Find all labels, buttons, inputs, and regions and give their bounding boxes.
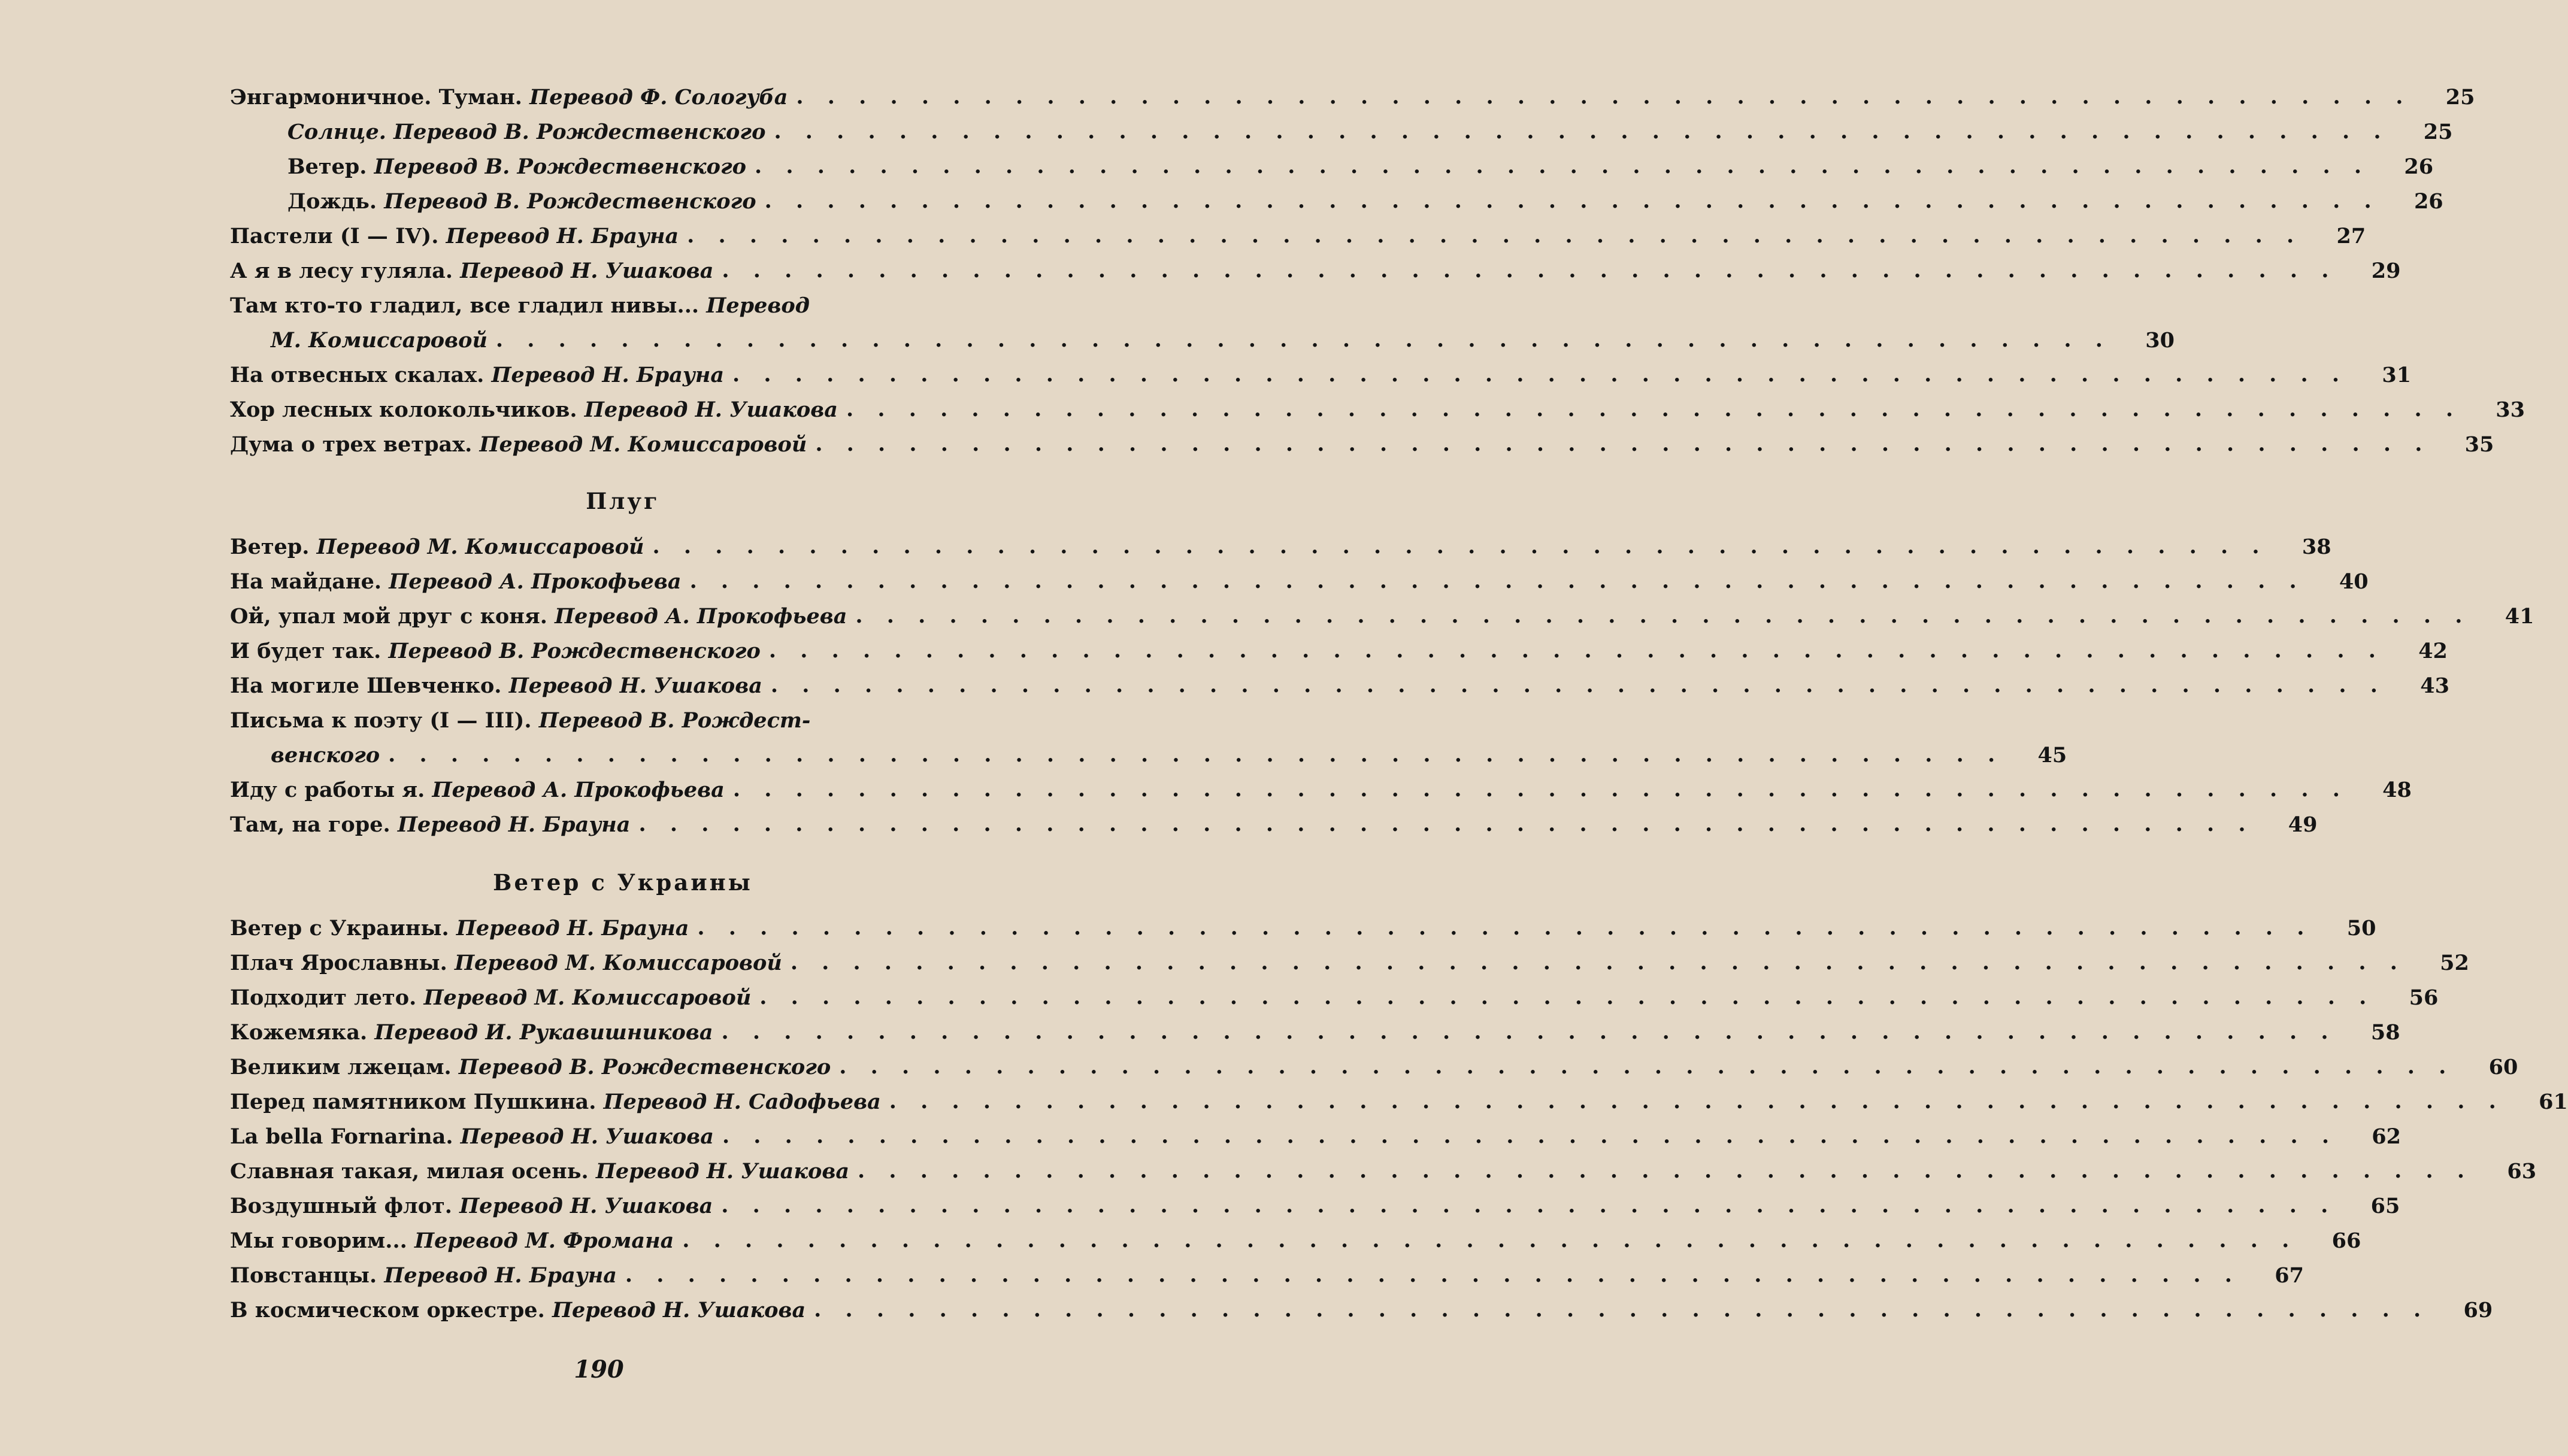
toc-entry (230, 1015, 2400, 1049)
leader-dots (831, 1049, 2454, 1084)
toc-entry (230, 427, 2494, 462)
poem-title: На майдане. (230, 569, 382, 594)
leader-dots (849, 1154, 2473, 1188)
translator: Перевод В. Рождественского (374, 154, 746, 179)
page-number: 43 (2420, 673, 2449, 698)
leader-dots (487, 323, 2111, 357)
page-number: 30 (2145, 327, 2175, 353)
page-number: 48 (2382, 777, 2412, 802)
leader-dots (805, 1293, 2429, 1327)
toc-entry (230, 1154, 2537, 1188)
footer-page-number: 190 (574, 1355, 624, 1384)
toc-entry (230, 1119, 2401, 1154)
page-number: 56 (2409, 985, 2439, 1010)
translator: Перевод М. Комиссаровой (479, 432, 807, 457)
poem-title: А я в лесу гуляла. (230, 258, 453, 283)
leader-dots (847, 599, 2470, 633)
leader-dots (838, 392, 2461, 427)
toc-entry (230, 599, 2534, 633)
leader-dots (380, 738, 2003, 772)
page-number: 58 (2370, 1020, 2400, 1045)
leader-dots (630, 807, 2254, 842)
toc-entry (230, 114, 2453, 149)
leader-dots (713, 1015, 2337, 1049)
page-number: 25 (2423, 119, 2453, 144)
translator: Перевод М. Комиссаровой (454, 950, 782, 975)
translator: Перевод В. Рождественского (458, 1054, 831, 1079)
page-number: 45 (2037, 742, 2067, 768)
leader-dots (725, 772, 2348, 807)
poem-title: Повстанцы. (230, 1263, 377, 1288)
poem-title: Перед памятником Пушкина. (230, 1089, 596, 1114)
leader-dots (674, 1223, 2297, 1258)
page-number: 61 (2539, 1089, 2568, 1114)
page-number: 33 (2496, 397, 2525, 422)
translator: Перевод Н. Ушакова (460, 258, 714, 283)
poem-title: Письма к поэту (I — III). (230, 708, 532, 733)
poem-title: Плач Ярославны. (230, 950, 447, 975)
poem-title: Дождь. (287, 189, 377, 214)
toc-entry (230, 980, 2439, 1015)
poem-title: Дума о трех ветрах. (230, 432, 473, 457)
leader-dots (644, 529, 2268, 564)
leader-dots (807, 427, 2430, 462)
translator: Перевод Н. Брауна (384, 1263, 617, 1288)
toc-entry (230, 149, 2434, 184)
page-number: 41 (2505, 603, 2534, 629)
toc-entry (230, 1188, 2400, 1223)
poem-title: Подходит лето. (230, 985, 417, 1010)
toc-entry (230, 772, 2412, 807)
translator: Перевод Н. Ушакова (584, 397, 838, 422)
translator: венского (271, 742, 380, 768)
poem-title: Солнце. (287, 119, 386, 144)
page-number: 67 (2275, 1263, 2304, 1288)
leader-dots (682, 564, 2305, 599)
toc-entry (230, 945, 2469, 980)
toc-entry (230, 1084, 2568, 1119)
page-number: 40 (2339, 569, 2369, 594)
leader-dots (761, 633, 2384, 668)
page-number: 66 (2331, 1228, 2361, 1253)
leader-dots (617, 1258, 2240, 1293)
translator: Перевод (706, 293, 810, 318)
toc-entry-continuation (230, 738, 2067, 772)
poem-title: И будет так. (230, 638, 381, 663)
poem-title: Ветер. (230, 534, 310, 559)
leader-dots (746, 149, 2370, 184)
leader-dots (689, 911, 2312, 945)
translator: Перевод Н. Брауна (491, 362, 725, 387)
translator: Перевод В. Рождественского (384, 189, 756, 214)
translator: Перевод А. Прокофьева (555, 603, 847, 629)
page-number: 62 (2372, 1124, 2401, 1149)
poem-title: В космическом оркестре. (230, 1297, 545, 1322)
poem-title: Там кто-то гладил, все гладил нивы... (230, 293, 699, 318)
toc-entry (230, 807, 2318, 842)
page-number: 65 (2370, 1193, 2400, 1218)
page-number: 27 (2336, 223, 2366, 248)
toc-entry (230, 184, 2443, 219)
translator: Перевод М. Комиссаровой (423, 985, 752, 1010)
page-number: 42 (2418, 638, 2448, 663)
leader-dots (714, 1119, 2337, 1154)
toc-entry (230, 564, 2369, 599)
toc-entry (230, 529, 2331, 564)
toc-entry (230, 288, 943, 323)
poem-title: Энгармоничное. Туман. (230, 84, 522, 110)
section-heading: Ветер с Украины (493, 869, 753, 896)
translator: Перевод Ф. Сологуба (529, 84, 788, 110)
page-number: 31 (2382, 362, 2412, 387)
translator: Перевод В. Рождест- (538, 708, 811, 733)
poem-title: La bella Fornarina. (230, 1124, 453, 1149)
poem-title: Великим лжецам. (230, 1054, 452, 1079)
toc-entry-continuation (230, 323, 2175, 357)
page-number: 35 (2464, 432, 2494, 457)
page-number: 26 (2413, 189, 2443, 214)
poem-title: Воздушный флот. (230, 1193, 452, 1218)
translator: Перевод М. Фромана (414, 1228, 674, 1253)
translator: Перевод Н. Ушакова (508, 673, 762, 698)
page-number: 49 (2288, 812, 2318, 837)
toc-entry (230, 703, 943, 738)
page-number: 25 (2445, 84, 2475, 110)
leader-dots (724, 357, 2348, 392)
toc-entry (230, 911, 2376, 945)
leader-dots (679, 219, 2302, 253)
page-number: 63 (2507, 1158, 2537, 1184)
toc-entry (230, 1293, 2493, 1327)
leader-dots (765, 114, 2389, 149)
toc-entry (230, 80, 2475, 114)
poem-title: Славная такая, милая осень. (230, 1158, 589, 1184)
section-heading: Плуг (586, 488, 660, 514)
translator: Перевод Н. Брауна (446, 223, 679, 248)
translator: Перевод М. Комиссаровой (316, 534, 644, 559)
translator: Перевод Н. Садофьева (603, 1089, 881, 1114)
toc-entry (230, 357, 2412, 392)
page-number: 60 (2488, 1054, 2518, 1079)
toc-entry (230, 1258, 2304, 1293)
poem-title: Ветер с Украины. (230, 915, 449, 941)
toc-entry (230, 633, 2448, 668)
translator: Перевод Н. Брауна (456, 915, 689, 941)
toc-entry (230, 219, 2366, 253)
translator: Перевод Н. Ушакова (459, 1193, 713, 1218)
page-number: 38 (2301, 534, 2331, 559)
leader-dots (762, 668, 2386, 703)
translator: Перевод В. Рождественского (393, 119, 766, 144)
poem-title: Ой, упал мой друг с коня. (230, 603, 547, 629)
translator: Перевод Н. Брауна (397, 812, 631, 837)
poem-title: На отвесных скалах. (230, 362, 484, 387)
toc-entry (230, 392, 2525, 427)
leader-dots (788, 80, 2411, 114)
page-number: 52 (2440, 950, 2469, 975)
translator: Перевод Н. Ушакова (552, 1297, 806, 1322)
leader-dots (756, 184, 2380, 219)
translator: Перевод Н. Ушакова (595, 1158, 850, 1184)
leader-dots (782, 945, 2406, 980)
leader-dots (713, 253, 2337, 288)
poem-title: Ветер. (287, 154, 367, 179)
leader-dots (713, 1188, 2336, 1223)
translator: Перевод В. Рождественского (388, 638, 761, 663)
toc-entry (230, 1223, 2361, 1258)
translator: Перевод Н. Ушакова (460, 1124, 714, 1149)
poem-title: Хор лесных колокольчиков. (230, 397, 577, 422)
translator: Перевод И. Рукавишникова (374, 1020, 713, 1045)
toc-entry (230, 668, 2449, 703)
leader-dots (751, 980, 2375, 1015)
toc-entry (230, 1049, 2518, 1084)
poem-title: На могиле Шевченко. (230, 673, 502, 698)
page-number: 29 (2371, 258, 2401, 283)
toc-entry (230, 253, 2401, 288)
translator: Перевод А. Прокофьева (432, 777, 725, 802)
translator: М. Комиссаровой (271, 327, 487, 353)
leader-dots (881, 1084, 2505, 1119)
page-number: 50 (2346, 915, 2376, 941)
page-number: 26 (2404, 154, 2434, 179)
translator: Перевод А. Прокофьева (389, 569, 682, 594)
poem-title: Мы говорим... (230, 1228, 407, 1253)
poem-title: Кожемяка. (230, 1020, 368, 1045)
poem-title: Пастели (I — IV). (230, 223, 439, 248)
poem-title: Иду с работы я. (230, 777, 425, 802)
page-number: 69 (2463, 1297, 2493, 1322)
poem-title: Там, на горе. (230, 812, 390, 837)
